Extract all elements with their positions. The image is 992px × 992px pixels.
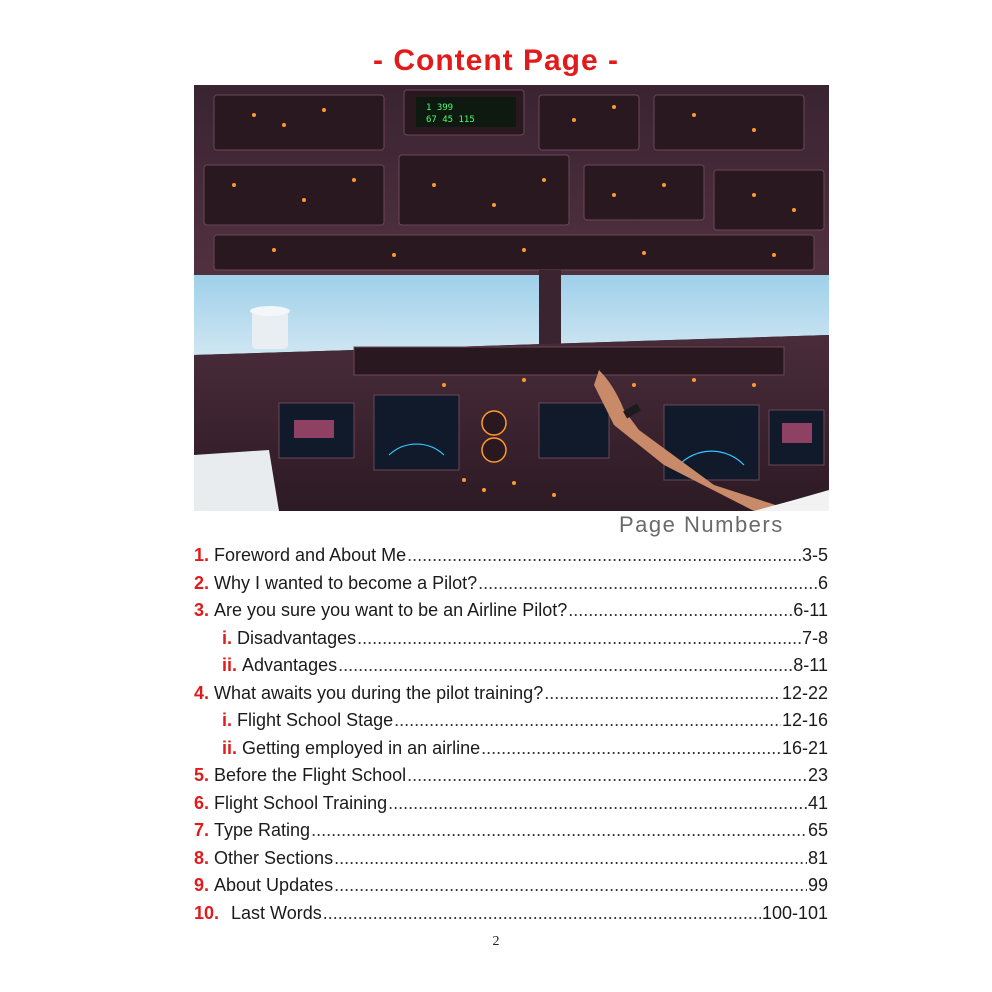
toc-entry-number: i. bbox=[222, 710, 233, 730]
svg-text:67 45 115: 67 45 115 bbox=[426, 115, 475, 125]
toc-dot-leader bbox=[311, 820, 807, 841]
toc-entry-number: 8. bbox=[194, 848, 210, 868]
toc-dot-leader bbox=[357, 628, 801, 649]
toc-dot-leader bbox=[323, 903, 761, 924]
toc-entry-page: 6 bbox=[817, 573, 828, 593]
toc-entry bbox=[222, 628, 828, 652]
toc-entry-number: ii. bbox=[222, 738, 238, 758]
toc-entry-page: 12-22 bbox=[781, 683, 828, 703]
toc-entry-page: 23 bbox=[807, 765, 828, 785]
toc-entry-page: 81 bbox=[807, 848, 828, 868]
toc-dot-leader bbox=[544, 683, 781, 704]
footer-page-number: 2 bbox=[492, 934, 500, 949]
toc-entry bbox=[194, 820, 828, 844]
toc-entry-page: 99 bbox=[807, 875, 828, 895]
toc-entry-number: 3. bbox=[194, 600, 210, 620]
toc-entry-title: Getting employed in an airline bbox=[242, 738, 481, 758]
toc-entry bbox=[194, 683, 828, 707]
toc-entry-number: 1. bbox=[194, 545, 210, 565]
toc-dot-leader bbox=[388, 793, 807, 814]
toc-entry-title: What awaits you during the pilot training? bbox=[214, 683, 544, 703]
toc-entry-number: 4. bbox=[194, 683, 210, 703]
toc-entry bbox=[194, 793, 828, 817]
toc-entry-page: 16-21 bbox=[781, 738, 828, 758]
page-title: - Content Page - bbox=[373, 44, 619, 77]
toc-entry bbox=[222, 738, 828, 762]
toc-entry-title: Advantages bbox=[242, 655, 338, 675]
toc-entry bbox=[194, 573, 828, 597]
toc-entry-title: Flight School Training bbox=[214, 793, 388, 813]
toc-entry-number: 9. bbox=[194, 875, 210, 895]
toc-dot-leader bbox=[481, 738, 781, 759]
toc-entry-page: 3-5 bbox=[801, 545, 828, 565]
page-numbers-header: Page Numbers bbox=[619, 512, 784, 537]
toc-entry-page: 100-101 bbox=[761, 903, 828, 923]
toc-entry bbox=[194, 903, 828, 927]
toc-entry bbox=[194, 600, 828, 624]
toc-entry-number: 2. bbox=[194, 573, 210, 593]
toc-dot-leader bbox=[568, 600, 792, 621]
toc-entry bbox=[194, 545, 828, 569]
cockpit-photo bbox=[194, 85, 829, 511]
toc-entry bbox=[194, 875, 828, 899]
toc-dot-leader bbox=[478, 573, 817, 594]
toc-entry-title: Last Words bbox=[231, 903, 322, 923]
toc-entry-page: 41 bbox=[807, 793, 828, 813]
toc-dot-leader bbox=[407, 545, 801, 566]
toc-entry-title: Type Rating bbox=[214, 820, 311, 840]
toc-entry-page: 8-11 bbox=[793, 655, 828, 675]
toc-entry-page: 12-16 bbox=[781, 710, 828, 730]
toc-entry bbox=[222, 710, 828, 734]
toc-entry-title: Before the Flight School bbox=[214, 765, 407, 785]
toc-entry-title: Foreword and About Me bbox=[214, 545, 407, 565]
toc-entry-title: Flight School Stage bbox=[237, 710, 394, 730]
toc-dot-leader bbox=[407, 765, 807, 786]
toc-entry-number: 7. bbox=[194, 820, 210, 840]
toc-entry-number: 10. bbox=[194, 903, 220, 923]
toc-entry-number: 5. bbox=[194, 765, 210, 785]
toc-entry-number: i. bbox=[222, 628, 233, 648]
toc-entry-title: Other Sections bbox=[214, 848, 334, 868]
toc-entry bbox=[222, 655, 828, 679]
toc-entry-number: 6. bbox=[194, 793, 210, 813]
toc-dot-leader bbox=[334, 875, 807, 896]
toc-entry bbox=[194, 848, 828, 872]
toc-entry-number: ii. bbox=[222, 655, 238, 675]
toc-entry-title: Disadvantages bbox=[237, 628, 357, 648]
toc-entry-page: 7-8 bbox=[801, 628, 828, 648]
toc-entry-page: 6-11 bbox=[793, 600, 828, 620]
toc-entry-page: 65 bbox=[807, 820, 828, 840]
toc-entry-title: Why I wanted to become a Pilot? bbox=[214, 573, 478, 593]
toc-entry bbox=[194, 765, 828, 789]
toc-entry-title: About Updates bbox=[214, 875, 334, 895]
toc-dot-leader bbox=[334, 848, 807, 869]
toc-dot-leader bbox=[338, 655, 792, 676]
toc-entry-title: Are you sure you want to be an Airline Pilot? bbox=[214, 600, 568, 620]
svg-text:1 399: 1 399 bbox=[426, 103, 454, 113]
toc-dot-leader bbox=[394, 710, 781, 731]
